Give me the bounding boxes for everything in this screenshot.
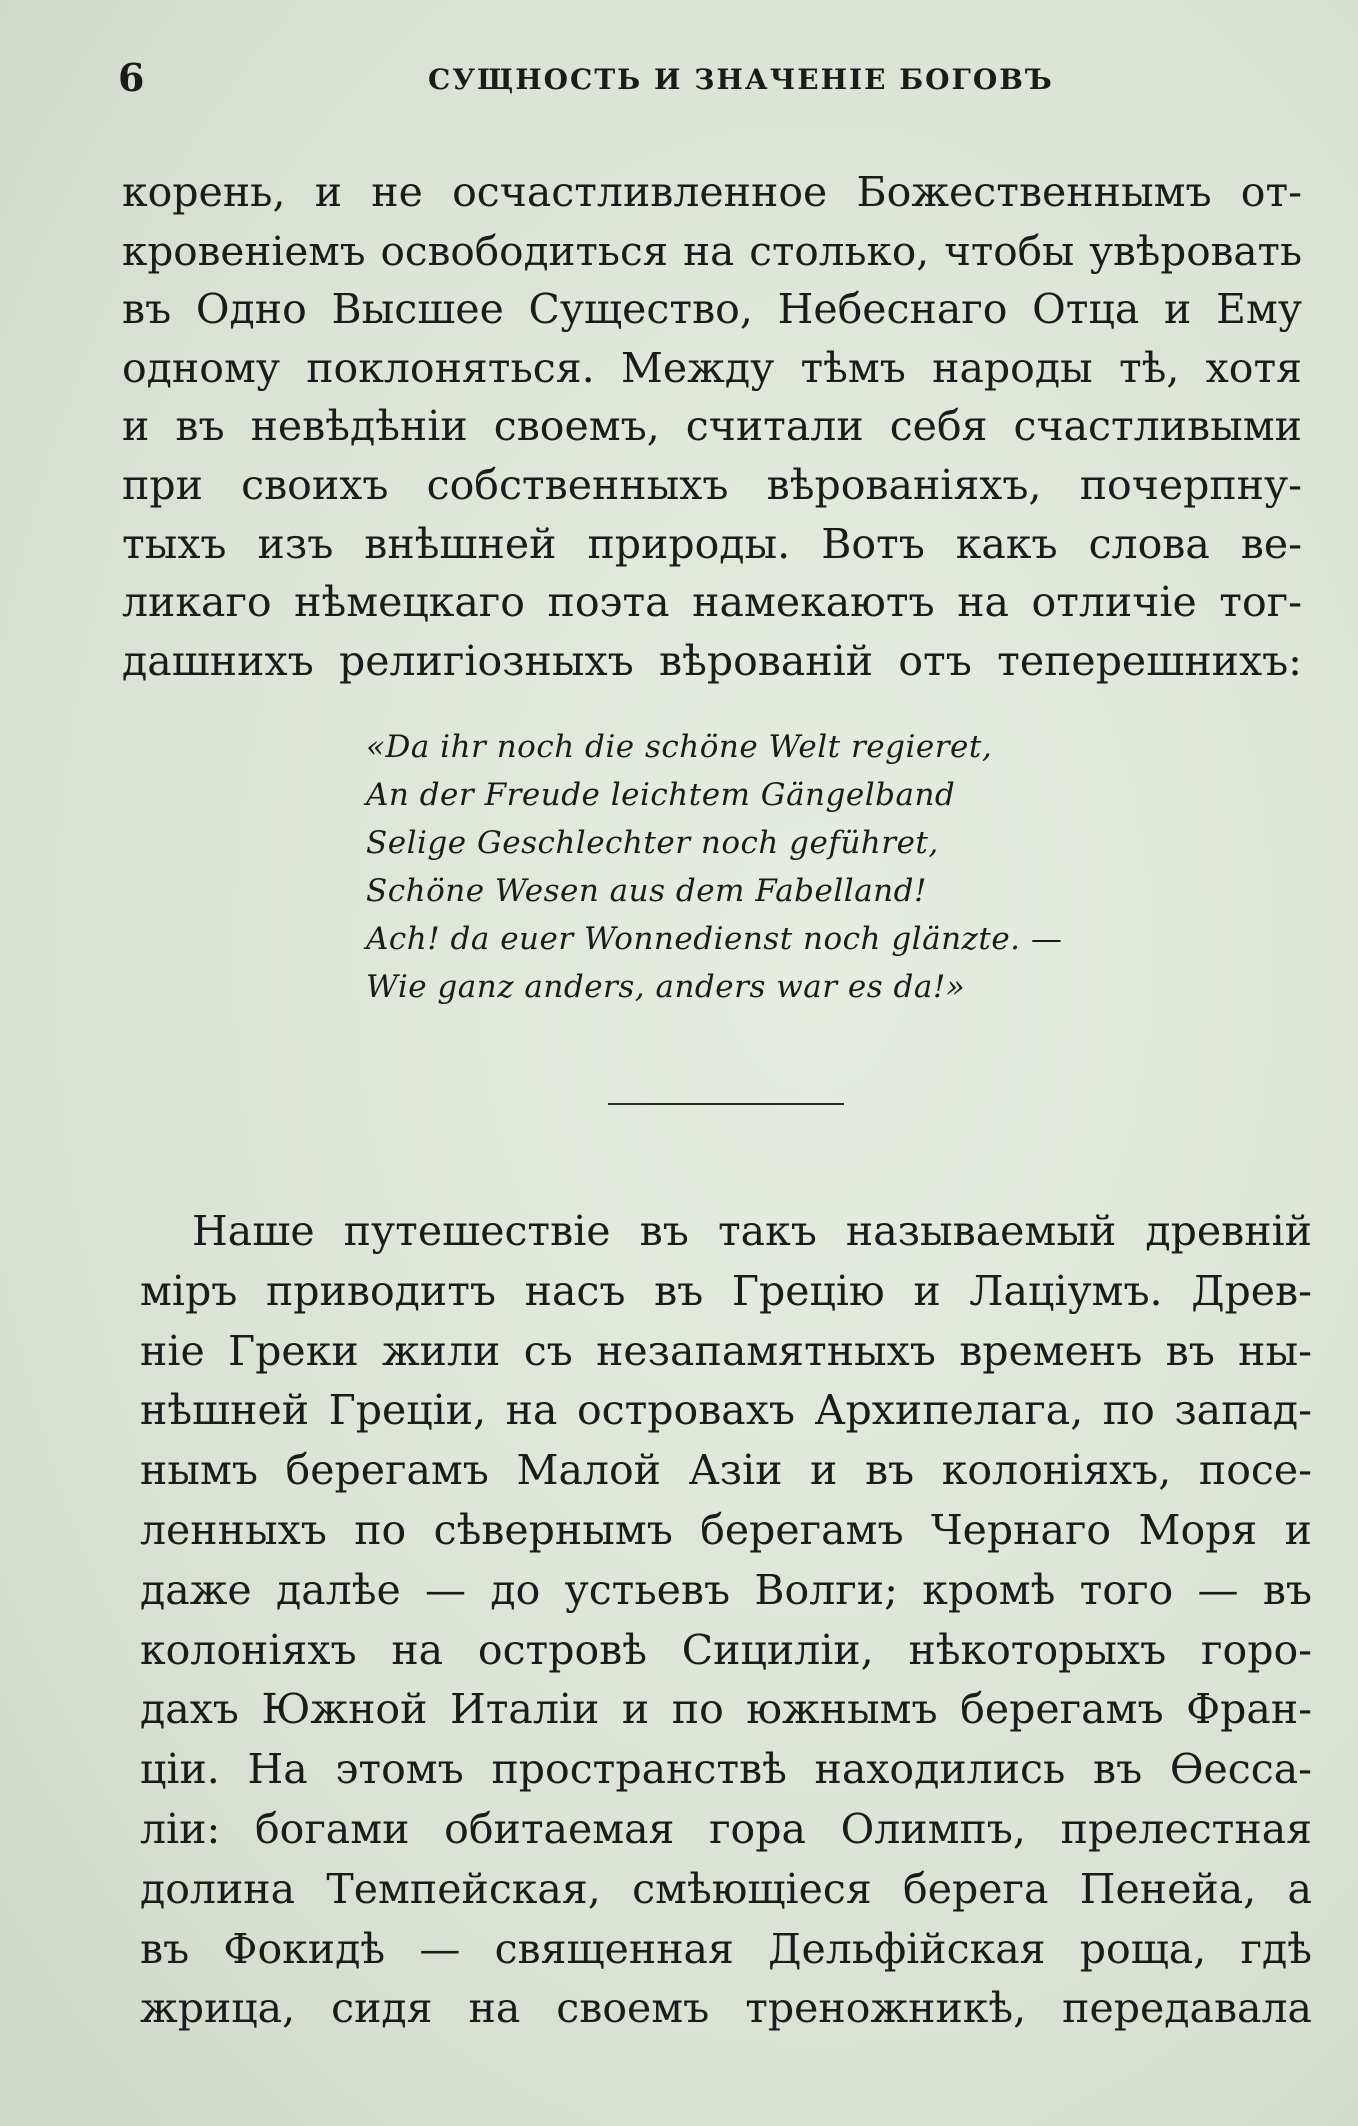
text-line: тыхъ изъ внѣшней природы. Вотъ какъ слова ве- xyxy=(122,519,1302,568)
text-line: кровеніемъ освободиться на столько, чтобы увѣровать xyxy=(122,226,1302,275)
text-line: въ Одно Высшее Существо, Небеснаго Отца и Ему xyxy=(122,285,1302,334)
text-line: при своихъ собственныхъ вѣрованіяхъ, почерпну- xyxy=(122,460,1302,509)
text-line: въ Фокидѣ — священная Дельфійская роща, гдѣ xyxy=(140,1924,1312,1973)
poem-line: Selige Geschlechter noch geführet, xyxy=(366,825,939,861)
text-line: нѣшней Греціи, на островахъ Архипелага, по запад- xyxy=(140,1386,1312,1435)
text-line: нымъ берегамъ Малой Азіи и въ колоніяхъ, посе- xyxy=(140,1446,1312,1495)
poem-line: An der Freude leichtem Gängelband xyxy=(366,777,956,813)
paragraph-1 xyxy=(122,163,1302,690)
text-line: даже далѣе — до устьевъ Волги; кромѣ того — въ xyxy=(140,1565,1312,1614)
paragraph-2 xyxy=(140,1202,1312,2039)
page-number: 6 xyxy=(118,55,145,100)
text-line: міръ приводитъ насъ въ Грецію и Лаціумъ. Древ- xyxy=(140,1266,1312,1315)
text-line: Наше путешествіе въ такъ называемый древній xyxy=(192,1207,1312,1255)
text-line: и въ невѣдѣніи своемъ, считали себя счастливыми xyxy=(122,402,1302,451)
poem-line: Ach! da euer Wonnedienst noch glänzte. — xyxy=(366,921,1063,957)
running-title: СУЩНОСТЬ И ЗНАЧЕНІЕ БОГОВЪ xyxy=(428,63,1054,96)
poem-line: «Da ihr noch die schöne Welt regieret, xyxy=(366,729,993,765)
page-header xyxy=(118,55,1268,105)
text-line: ціи. На этомъ пространствѣ находились въ Ѳесса- xyxy=(140,1745,1312,1794)
text-line: дашнихъ религіозныхъ вѣрованій отъ теперешнихъ: xyxy=(122,636,1302,685)
text-line: ленныхъ по сѣвернымъ берегамъ Чернаго Моря и xyxy=(140,1505,1312,1554)
poem-line: Wie ganz anders, anders war es da!» xyxy=(366,969,966,1005)
poem-line: Schöne Wesen aus dem Fabelland! xyxy=(366,873,927,909)
text-line: долина Темпейская, смѣющіеся берега Пенейа, а xyxy=(140,1864,1312,1913)
text-line: ніе Греки жили съ незапамятныхъ временъ въ ны- xyxy=(140,1326,1312,1375)
text-line: жрица, сидя на своемъ треножникѣ, передавала xyxy=(140,1984,1312,2033)
section-divider xyxy=(608,1103,844,1105)
text-line: ліи: богами обитаемая гора Олимпъ, прелестная xyxy=(140,1804,1312,1853)
text-line: колоніяхъ на островѣ Сициліи, нѣкоторыхъ горо- xyxy=(140,1625,1312,1674)
text-line: одному поклоняться. Между тѣмъ народы тѣ, хотя xyxy=(122,343,1302,392)
text-line: дахъ Южной Италіи и по южнымъ берегамъ Фран- xyxy=(140,1685,1312,1734)
text-line: ликаго нѣмецкаго поэта намекаютъ на отличіе тог- xyxy=(122,578,1302,627)
text-line: корень, и не осчастливленное Божественнымъ от- xyxy=(122,168,1302,216)
poem-quote xyxy=(366,723,1066,1011)
